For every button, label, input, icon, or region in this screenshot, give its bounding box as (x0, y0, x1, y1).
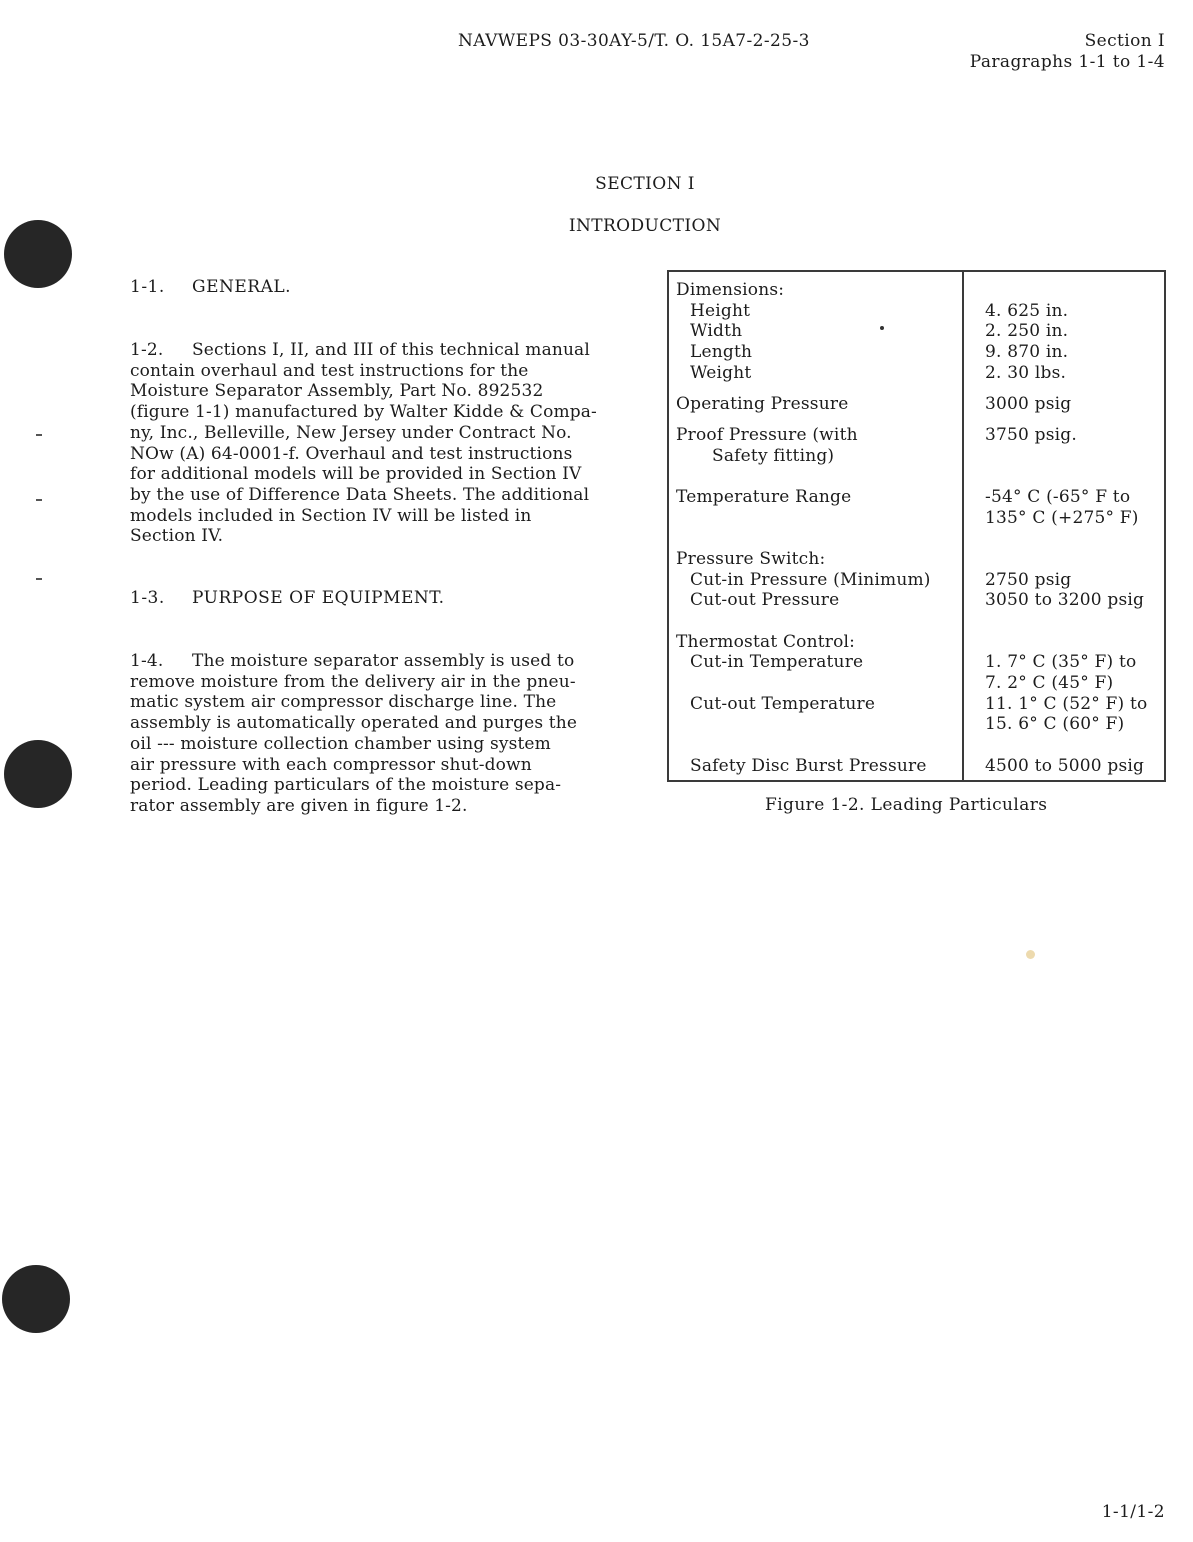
spec-label: Cut-in Temperature (690, 652, 864, 672)
binder-hole (4, 740, 72, 808)
paragraph-line: for additional models will be provided in Section IV (130, 464, 582, 485)
spec-value: 1. 7° C (35° F) to (985, 652, 1137, 672)
spec-value: 135° C (+275° F) (985, 508, 1139, 528)
spec-label: Height (690, 301, 751, 321)
spec-label: Temperature Range (676, 487, 852, 507)
paragraph-line: The moisture separator assembly is used to (192, 651, 575, 671)
margin-mark (36, 434, 42, 436)
paragraph-line: contain overhaul and test instructions for the (130, 360, 529, 381)
spec-value: 4500 to 5000 psig (985, 756, 1145, 776)
spec-label: Proof Pressure (with (676, 425, 858, 445)
paragraph-line: Section IV. (130, 526, 224, 547)
spec-label: Cut-in Pressure (Minimum) (690, 570, 931, 590)
paragraph-1-4 (130, 651, 622, 817)
heading-title: PURPOSE OF EQUIPMENT. (192, 588, 445, 608)
spec-label: Safety fitting) (712, 446, 835, 466)
paragraph-line: remove moisture from the delivery air in the pneu- (130, 671, 576, 692)
spec-label: Safety Disc Burst Pressure (690, 756, 927, 776)
spec-value: 11. 1° C (52° F) to (985, 694, 1148, 714)
spec-label: Weight (690, 363, 752, 383)
heading-title: GENERAL. (192, 277, 292, 297)
paragraph-line: NOw (A) 64-0001-f. Overhaul and test instructions (130, 443, 573, 464)
paragraph-line: by the use of Difference Data Sheets. The additional (130, 484, 590, 505)
paper-stain (1026, 950, 1035, 959)
margin-mark (36, 499, 42, 501)
paragraph-line: Sections I, II, and III of this technical manual (192, 340, 590, 360)
paragraph-line: (figure 1-1) manufactured by Walter Kidde & Compa- (130, 402, 597, 423)
spec-label: Pressure Switch: (676, 549, 826, 569)
paragraph-1-2 (130, 340, 622, 547)
margin-mark (36, 578, 42, 580)
spec-value: 4. 625 in. (985, 301, 1069, 321)
binder-hole (4, 220, 72, 288)
spec-value: 3000 psig (985, 394, 1072, 414)
paragraph-line: rator assembly are given in figure 1-2. (130, 795, 468, 816)
paragraph-number: 1-2. (130, 340, 164, 360)
spec-value: 9. 870 in. (985, 342, 1069, 362)
document-number: NAVWEPS 03-30AY-5/T. O. 15A7-2-25-3 (458, 31, 810, 51)
spec-value: 3750 psig. (985, 425, 1077, 445)
section-reference (970, 31, 1165, 73)
paragraph-line: oil --- moisture collection chamber using system (130, 733, 551, 754)
spec-value: -54° C (-65° F to (985, 487, 1131, 507)
paragraph-number: 1-4. (130, 651, 164, 671)
spec-value: 15. 6° C (60° F) (985, 714, 1125, 734)
paragraph-line: Moisture Separator Assembly, Part No. 892532 (130, 381, 544, 402)
spec-value: 2. 250 in. (985, 321, 1069, 341)
figure-caption: Figure 1-2. Leading Particulars (765, 795, 1048, 815)
paragraph-line: period. Leading particulars of the moisture sepa- (130, 775, 562, 796)
section-label: Section I (1084, 31, 1165, 51)
paragraph-line: ny, Inc., Belleville, New Jersey under Contract No. (130, 422, 572, 443)
spec-label: Length (690, 342, 753, 362)
heading-general (130, 277, 291, 297)
spec-label: Width (690, 321, 743, 341)
print-speck (880, 326, 884, 330)
spec-value: 2. 30 lbs. (985, 363, 1067, 383)
heading-number: 1-3. (130, 588, 165, 608)
section-subtitle: INTRODUCTION (568, 216, 722, 236)
section-title: SECTION I (595, 174, 695, 194)
page-number: 1-1/1-2 (1101, 1502, 1165, 1522)
spec-label: Dimensions: (676, 280, 785, 300)
binder-hole (2, 1265, 70, 1333)
paragraph-line: assembly is automatically operated and purges the (130, 713, 578, 734)
column-divider (962, 272, 964, 780)
heading-purpose (130, 588, 445, 608)
spec-label: Cut-out Pressure (690, 590, 840, 610)
spec-value: 3050 to 3200 psig (985, 590, 1145, 610)
spec-label: Cut-out Temperature (690, 694, 876, 714)
spec-label: Operating Pressure (676, 394, 849, 414)
leading-particulars-table (667, 270, 1166, 782)
paragraph-line: matic system air compressor discharge line. The (130, 692, 557, 713)
paragraph-line: models included in Section IV will be listed in (130, 505, 532, 526)
spec-value: 2750 psig (985, 570, 1072, 590)
spec-label: Thermostat Control: (676, 632, 856, 652)
heading-number: 1-1. (130, 277, 165, 297)
paragraph-line: air pressure with each compressor shut-down (130, 754, 532, 775)
paragraphs-label: Paragraphs 1-1 to 1-4 (969, 52, 1165, 72)
spec-value: 7. 2° C (45° F) (985, 673, 1114, 693)
